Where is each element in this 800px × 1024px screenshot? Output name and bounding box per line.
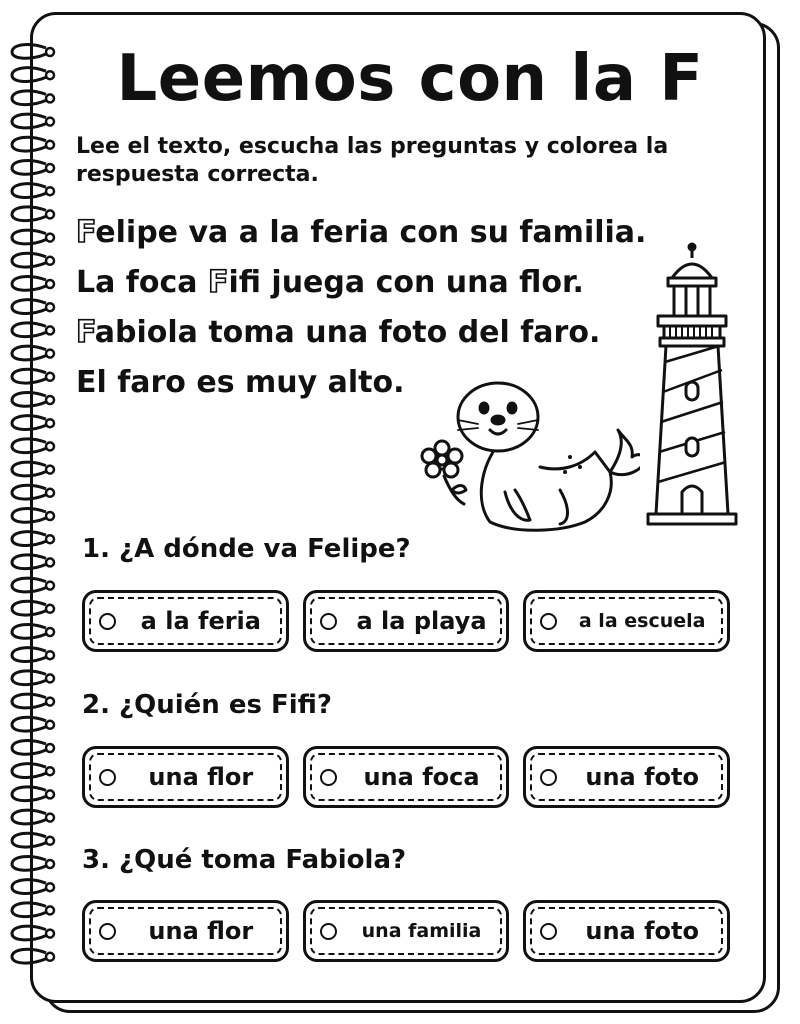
spiral-ring [12, 300, 46, 314]
binding-hole [46, 512, 54, 520]
binding-hole [46, 906, 54, 914]
question-2: 2. ¿Quién es Fifi? [82, 690, 333, 720]
answer-option[interactable]: una familia [303, 900, 510, 962]
spiral-ring [12, 230, 46, 244]
spiral-ring [12, 833, 46, 847]
spiral-ring [12, 717, 46, 731]
spiral-ring [12, 671, 46, 685]
binding-hole [46, 234, 54, 242]
answer-option[interactable]: una foto [523, 900, 730, 962]
spiral-ring [12, 137, 46, 151]
binding-hole [46, 326, 54, 334]
binding-hole [46, 814, 54, 822]
outlined-letter: F [207, 265, 229, 300]
question-3: 3. ¿Qué toma Fabiola? [82, 845, 407, 875]
binding-hole [46, 210, 54, 218]
spiral-ring [12, 161, 46, 175]
binding-hole [46, 953, 54, 961]
binding-hole [46, 373, 54, 381]
binding-hole [46, 698, 54, 706]
spiral-ring [12, 903, 46, 917]
story-line: Felipe va a la feria con su familia. [76, 215, 647, 250]
binding-hole [46, 419, 54, 427]
binding-hole [46, 257, 54, 265]
spiral-ring [12, 393, 46, 407]
question-1: 1. ¿A dónde va Felipe? [82, 534, 411, 564]
spiral-ring [12, 926, 46, 940]
spiral-ring [12, 810, 46, 824]
spiral-ring [12, 485, 46, 499]
binding-hole [46, 674, 54, 682]
answer-option[interactable]: a la feria [82, 590, 289, 652]
binding-hole [46, 280, 54, 288]
story-line: El faro es muy alto. [76, 365, 405, 400]
binding-hole [46, 303, 54, 311]
spiral-ring [12, 68, 46, 82]
answer-option[interactable]: a la escuela [523, 590, 730, 652]
spiral-ring [12, 346, 46, 360]
radio-circle-icon[interactable] [540, 769, 557, 786]
binding-hole [46, 628, 54, 636]
binding-hole [46, 71, 54, 79]
seal-icon [420, 372, 640, 537]
binding-hole [46, 605, 54, 613]
binding-hole [46, 558, 54, 566]
answer-option[interactable]: a la playa [303, 590, 510, 652]
binding-hole [46, 442, 54, 450]
radio-circle-icon[interactable] [540, 613, 557, 630]
spiral-ring [12, 741, 46, 755]
binding-hole [46, 744, 54, 752]
spiral-ring [12, 880, 46, 894]
radio-circle-icon[interactable] [320, 613, 337, 630]
binding-hole [46, 767, 54, 775]
spiral-ring [12, 764, 46, 778]
spiral-ring [12, 462, 46, 476]
binding-hole [46, 350, 54, 358]
binding-hole [46, 118, 54, 126]
answer-option[interactable]: una flor [82, 900, 289, 962]
spiral-ring [12, 601, 46, 615]
spiral-ring [12, 207, 46, 221]
spiral-ring [12, 648, 46, 662]
spiral-ring [12, 509, 46, 523]
spiral-ring [12, 949, 46, 963]
binding-hole [46, 164, 54, 172]
binding-hole [46, 651, 54, 659]
spiral-ring [12, 323, 46, 337]
outlined-letter: F [76, 215, 96, 250]
instructions: Lee el texto, escucha las preguntas y colorea la respuesta correcta. [76, 134, 669, 187]
answer-option[interactable]: una foto [523, 746, 730, 808]
binding-hole [46, 837, 54, 845]
binding-hole [46, 930, 54, 938]
radio-circle-icon[interactable] [320, 769, 337, 786]
lighthouse-icon [642, 242, 742, 527]
binding-hole [46, 790, 54, 798]
spiral-ring [12, 694, 46, 708]
binding-hole [46, 860, 54, 868]
spiral-ring [12, 578, 46, 592]
spiral-ring [12, 532, 46, 546]
binding-hole [46, 721, 54, 729]
spiral-ring [12, 555, 46, 569]
page-title: Leemos con la F [116, 42, 704, 116]
radio-circle-icon[interactable] [99, 923, 116, 940]
radio-circle-icon[interactable] [99, 613, 116, 630]
spiral-binding [0, 40, 70, 980]
answer-options-2 [82, 746, 730, 808]
answer-options-1 [82, 590, 730, 652]
binding-hole [46, 582, 54, 590]
spiral-ring [12, 253, 46, 267]
binding-hole [46, 141, 54, 149]
binding-hole [46, 48, 54, 56]
binding-hole [46, 94, 54, 102]
binding-hole [46, 883, 54, 891]
answer-option[interactable]: una foca [303, 746, 510, 808]
spiral-ring [12, 857, 46, 871]
story-line: La foca Fifi juega con una flor. [76, 265, 584, 300]
binding-hole [46, 396, 54, 404]
answer-options-3 [82, 900, 730, 962]
spiral-ring [12, 787, 46, 801]
spiral-ring [12, 439, 46, 453]
spiral-ring [12, 184, 46, 198]
spiral-ring [12, 45, 46, 59]
binding-hole [46, 187, 54, 195]
answer-option[interactable]: una flor [82, 746, 289, 808]
spiral-ring [12, 91, 46, 105]
spiral-ring [12, 114, 46, 128]
radio-circle-icon[interactable] [99, 769, 116, 786]
spiral-ring [12, 625, 46, 639]
story-line: Fabiola toma una foto del faro. [76, 315, 601, 350]
spiral-ring [12, 416, 46, 430]
radio-circle-icon[interactable] [540, 923, 557, 940]
binding-hole [46, 535, 54, 543]
spiral-ring [12, 369, 46, 383]
binding-hole [46, 466, 54, 474]
radio-circle-icon[interactable] [320, 923, 337, 940]
outlined-letter: F [76, 315, 95, 350]
spiral-ring [12, 277, 46, 291]
binding-hole [46, 489, 54, 497]
